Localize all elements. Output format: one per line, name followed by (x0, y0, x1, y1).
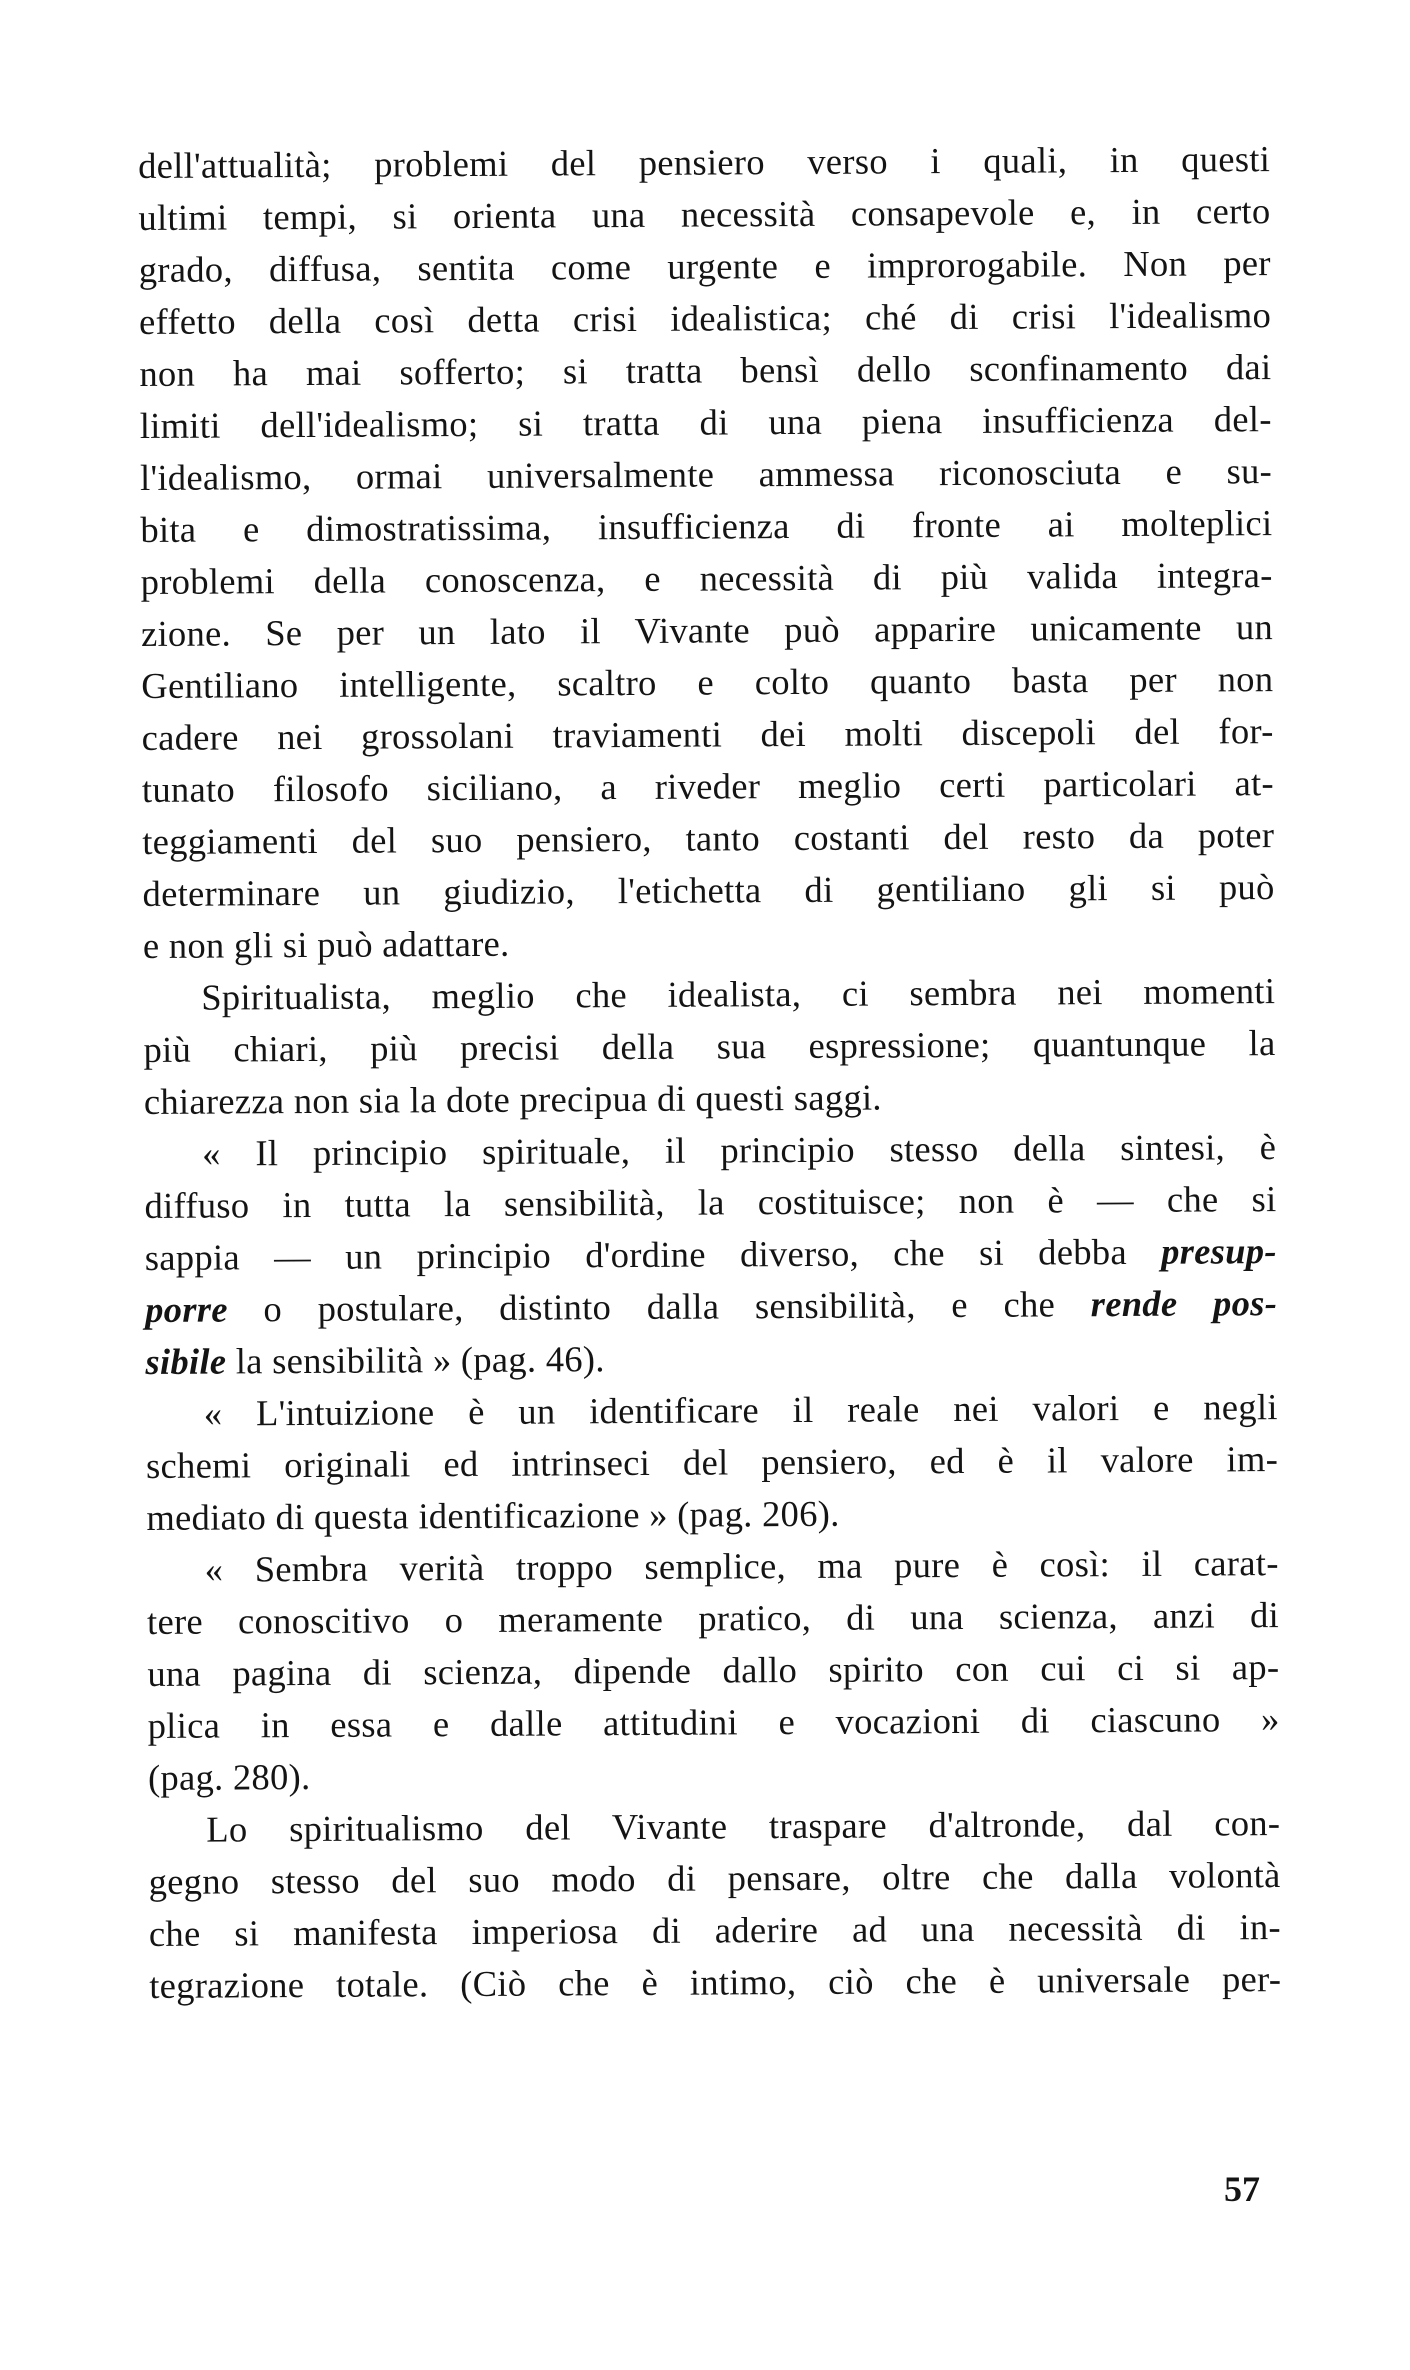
text-line: che si manifesta imperiosa di aderire ad una necessità di in- (148, 1906, 1282, 1954)
text-fragment: sappia — un principio d'ordine diverso, che si debba (144, 1230, 1162, 1278)
text-fragment: o postulare, distinto dalla sensibilità, e che (227, 1283, 1091, 1330)
body-text (138, 133, 1281, 2012)
text-line: bita e dimostratissima, insufficienza di fronte ai molteplici (140, 502, 1273, 550)
text-line (144, 1121, 1276, 1180)
text-line: ultimi tempi, si orienta una necessità consapevole e, in certo (138, 190, 1271, 238)
italic-term: sibile (145, 1340, 227, 1382)
quotation-paragraph (147, 1537, 1281, 1804)
text-line: zione. Se per un lato il Vivante può apparire unicamente un (140, 606, 1274, 654)
text-line: mediato di questa identificazione » (pag. 206). (146, 1492, 840, 1538)
page-number: 57 (1224, 2169, 1260, 2209)
text-line: schemi originali ed intrinseci del pensiero, ed è il valore im- (145, 1438, 1279, 1486)
text-line: tere conoscitivo o meramente pratico, di una scienza, anzi di (146, 1594, 1280, 1642)
paragraph (138, 133, 1275, 972)
text-line: chiarezza non sia la dote precipua di questi saggi. (143, 1076, 882, 1122)
text-fragment: Lo spiritualismo del Vivante traspare d'altronde, dal con- (206, 1802, 1281, 1850)
text-line: limiti dell'idealismo; si tratta di una piena insufficienza del- (139, 398, 1272, 446)
text-line (145, 1225, 1277, 1284)
text-line: Gentiliano intelligente, scaltro e colto quanto basta per non (141, 658, 1274, 706)
text-line: determinare un giudizio, l'etichetta di gentiliano gli si può (142, 866, 1275, 914)
text-line (145, 1277, 1277, 1336)
text-line: tegrazione totale. (Ciò che è intimo, ciò che è universale per- (149, 1958, 1282, 2006)
text-line: diffuso in tutta la sensibilità, la costituisce; non è — che si (144, 1178, 1277, 1226)
text-fragment: « Il principio spirituale, il principio stesso della sintesi, è (202, 1126, 1277, 1174)
text-fragment: « Sembra verità troppo semplice, ma pure è così: il carat- (204, 1542, 1279, 1590)
text-fragment: « L'intuizione è un identificare il reale nei valori e negli (203, 1386, 1278, 1434)
text-line: più chiari, più precisi della sua espressione; quantunque la (143, 1022, 1276, 1070)
text-line (146, 1381, 1278, 1440)
text-line: gegno stesso del suo modo di pensare, oltre che dalla volontà (148, 1854, 1281, 1902)
text-line: l'idealismo, ormai universalmente ammessa riconosciuta e su- (139, 450, 1273, 498)
text-line: plica in essa e dalle attitudini e vocazioni di ciascuno » (147, 1698, 1280, 1746)
text-line (147, 1537, 1279, 1596)
text-line: e non gli si può adattare. (142, 922, 510, 966)
text-line: non ha mai sofferto; si tratta bensì dello sconfinamento dai (139, 346, 1272, 394)
text-line: teggiamenti del suo pensiero, tanto costanti del resto da poter (142, 814, 1275, 862)
text-line (145, 1329, 1277, 1388)
text-line: effetto della così detta crisi idealistica; ché di crisi l'idealismo (138, 294, 1272, 342)
italic-term: rende pos- (1090, 1282, 1278, 1325)
quotation-paragraph (144, 1121, 1278, 1388)
text-fragment: la sensibilità » (pag. 46). (226, 1338, 605, 1382)
italic-term: presup- (1161, 1230, 1277, 1272)
quotation-paragraph (146, 1381, 1279, 1544)
text-line (143, 965, 1275, 1024)
text-line: tunato filosofo siciliano, a riveder meglio certi particolari at- (141, 762, 1275, 810)
text-line: dell'attualità; problemi del pensiero verso i quali, in questi (138, 138, 1271, 186)
text-line: cadere nei grossolani traviamenti dei molti discepoli del for- (141, 710, 1274, 758)
text-line: (pag. 280). (147, 1755, 311, 1798)
paragraph (143, 965, 1276, 1128)
text-line: problemi della conoscenza, e necessità di più valida integra- (140, 554, 1273, 602)
text-fragment: Spiritualista, meglio che idealista, ci sembra nei momenti (201, 970, 1276, 1018)
text-line (148, 1797, 1280, 1856)
text-line: grado, diffusa, sentita come urgente e improrogabile. Non per (138, 242, 1271, 290)
text-line: una pagina di scienza, dipende dallo spirito con cui ci si ap- (147, 1646, 1280, 1694)
italic-term: porre (145, 1288, 228, 1330)
paragraph (148, 1797, 1281, 2012)
